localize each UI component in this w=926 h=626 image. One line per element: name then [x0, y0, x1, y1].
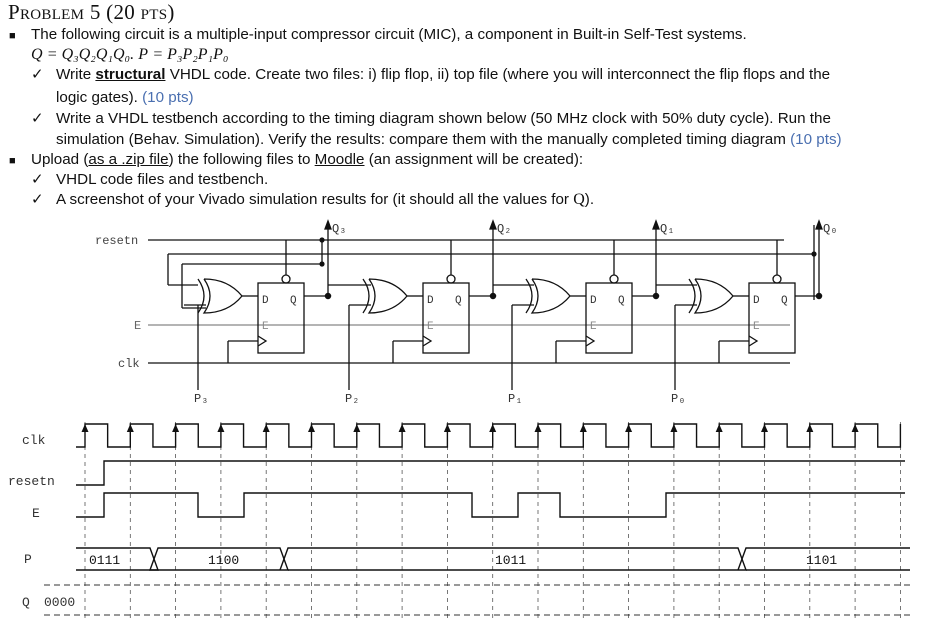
timing-diagram [0, 406, 926, 626]
ff-d-label: D [427, 295, 434, 307]
junction-dot-icon [811, 251, 816, 256]
clock-triangle-icon [586, 336, 594, 346]
flip-flop-box [258, 283, 304, 353]
ff-q-label: Q [618, 295, 625, 307]
input-label-p0: P₀ [671, 392, 686, 406]
mic-circuit-schematic [0, 205, 926, 425]
label-resetn: resetn [95, 234, 139, 248]
task-testbench-line2: simulation (Behav. Simulation). Verify the results: compare them with the manually completed timing diagram (10 pts) [56, 131, 842, 148]
clock-triangle-icon [423, 336, 431, 346]
flip-flop-box [586, 283, 632, 353]
output-label-q0: Q₀ [823, 222, 838, 236]
p-value-2: 1100 [208, 553, 240, 568]
output-label-q2: Q₂ [497, 222, 512, 236]
output-arrow-icon [490, 221, 496, 229]
xor-gate-icon [532, 279, 570, 313]
p-value-4: 1101 [806, 553, 838, 568]
points-label: (10 pts) [790, 131, 842, 148]
xor-gate-back-icon [526, 279, 532, 313]
points-label: (10 pts) [142, 89, 194, 106]
clock-triangle-icon [258, 336, 266, 346]
ff-d-label: D [753, 295, 760, 307]
junction-dot-icon [816, 293, 821, 298]
xor-gate-icon [695, 279, 733, 313]
zip-file-link[interactable]: as a .zip file [88, 151, 169, 168]
xor-gate-back-icon [363, 279, 369, 313]
p-symbol: P [138, 46, 149, 63]
flip-flop-box [423, 283, 469, 353]
p-value-1: 0111 [89, 553, 121, 568]
checkmark-icon: ✓ [31, 66, 44, 83]
resetn-waveform [76, 461, 905, 485]
q-initial-value: 0000 [44, 595, 76, 610]
task-testbench-line1: Write a VHDL testbench according to the timing diagram shown below (50 MHz clock with 50% duty cycle). Run the [56, 110, 831, 127]
input-label-p2: P₂ [345, 392, 360, 406]
q-p-definition [31, 45, 228, 65]
ff-d-label: D [262, 295, 269, 307]
bullet-circuit-description: The following circuit is a multiple-input compressor circuit (MIC), a component in Built-in Self-Test systems. [31, 26, 747, 43]
output-arrow-icon [653, 221, 659, 229]
reset-bubble-icon [447, 275, 455, 283]
junction-dot-icon [490, 293, 495, 298]
ff-e-label: E [262, 321, 269, 333]
checkmark-icon: ✓ [31, 110, 44, 127]
timing-label-enable: E [32, 506, 40, 521]
ff-e-label: E [427, 321, 434, 333]
label-clock: clk [118, 357, 140, 371]
p-value-3: 1011 [495, 553, 527, 568]
problem-title: Problem 5 (20 pts) [8, 0, 175, 24]
input-label-p3: P₃ [194, 392, 209, 406]
task-vhdl-line2: logic gates). (10 pts) [56, 89, 194, 106]
ff-e-label: E [590, 321, 597, 333]
timing-label-resetn: resetn [8, 474, 55, 489]
ff-q-label: Q [290, 295, 297, 307]
ff-q-label: Q [781, 295, 788, 307]
output-arrow-icon [325, 221, 331, 229]
xor-gate-icon [204, 279, 242, 313]
junction-dot-icon [653, 293, 658, 298]
reset-bubble-icon [282, 275, 290, 283]
timing-label-clk: clk [22, 433, 46, 448]
structural-emphasis: structural [95, 66, 166, 83]
p-expression: = P₃P₂P₁P₀ [152, 46, 229, 63]
ff-d-label: D [590, 295, 597, 307]
output-arrow-icon [816, 221, 822, 229]
stage-3 [184, 221, 371, 406]
upload-item-screenshot: A screenshot of your Vivado simulation results for (it should all the values for Q). [56, 191, 595, 208]
timing-label-q: Q [22, 595, 30, 610]
enable-waveform [76, 493, 905, 517]
label-enable: E [134, 319, 142, 333]
xor-gate-icon [369, 279, 407, 313]
task-vhdl-line1: Write structural VHDL code. Create two files: i) flip flop, ii) top file (where you will interconnect the flip flops and the [56, 66, 831, 83]
junction-dot-icon [325, 293, 330, 298]
xor-gate-back-icon [689, 279, 695, 313]
stage-2 [345, 221, 534, 406]
checkmark-icon: ✓ [31, 191, 44, 208]
input-label-p1: P₁ [508, 392, 523, 406]
checkmark-icon: ✓ [31, 171, 44, 188]
clk-waveform [76, 424, 900, 447]
ff-e-label: E [753, 321, 760, 333]
bullet-upload: Upload (as a .zip file) the following files to Moodle (an assignment will be created): [31, 151, 584, 168]
upload-item-code: VHDL code files and testbench. [56, 171, 269, 188]
bullet-square: ■ [9, 155, 16, 167]
clock-triangle-icon [749, 336, 757, 346]
bullet-square: ■ [9, 30, 16, 42]
stage-0 [671, 221, 837, 406]
reset-bubble-icon [610, 275, 618, 283]
q-expression: = Q₃Q₂Q₁Q₀. [46, 46, 135, 63]
reset-bubble-icon [773, 275, 781, 283]
timing-label-p: P [24, 552, 32, 567]
q-symbol: Q [31, 46, 43, 63]
flip-flop-box [749, 283, 795, 353]
output-label-q3: Q₃ [332, 222, 347, 236]
stage-1 [508, 221, 697, 406]
moodle-link[interactable]: Moodle [314, 151, 365, 168]
ff-q-label: Q [455, 295, 462, 307]
output-label-q1: Q₁ [660, 222, 675, 236]
